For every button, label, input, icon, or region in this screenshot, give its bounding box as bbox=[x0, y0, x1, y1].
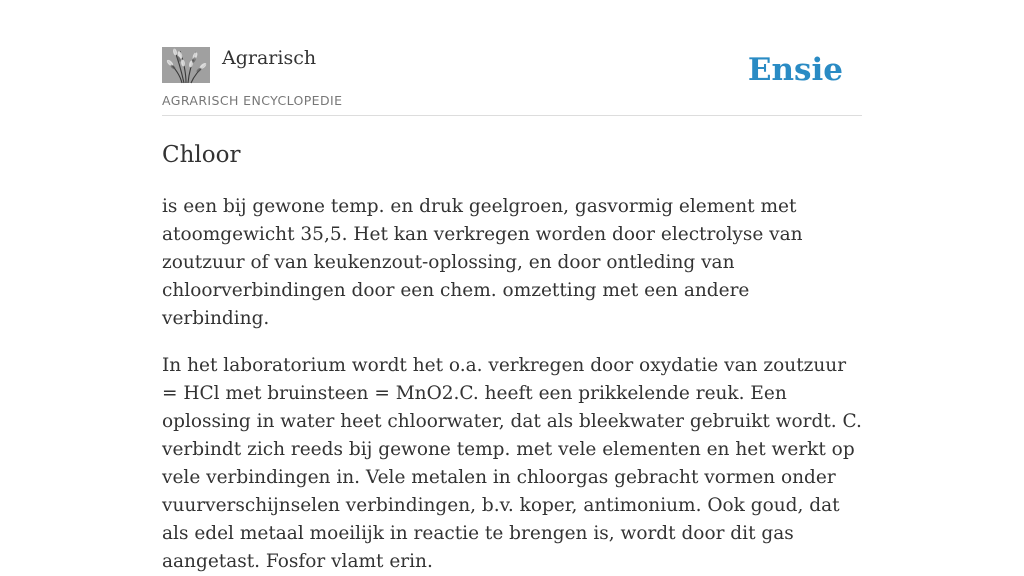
article-paragraph: In het laboratorium wordt het o.a. verkregen door oxydatie van zoutzuur = HCl met bruinsteen = MnO2.C. heeft een prikkelende reuk. Een oplossing in water heet chloorwater, dat als bleekwater gebruikt wordt. C. verbindt zich reeds bij gewone temp. met vele elementen en het werkt op vele verbindingen in. Vele metalen in chloorgas gebracht vormen onder vuurverschijnselen verbindingen, b.v. koper, antimonium. Ook goud, dat als edel metaal moeilijk in reactie te brengen is, wordt door dit gas aangetast. Fosfor vlamt erin. bbox=[162, 355, 862, 572]
article-title: Chloor bbox=[162, 142, 241, 168]
site-name[interactable]: Agrarisch bbox=[222, 47, 317, 69]
site-header bbox=[162, 0, 862, 116]
site-subtitle: AGRARISCH ENCYCLOPEDIE bbox=[162, 93, 343, 108]
page bbox=[162, 0, 862, 572]
brand-logo[interactable]: Ensie bbox=[747, 52, 843, 88]
wheat-icon[interactable] bbox=[162, 47, 210, 83]
article-paragraph: is een bij gewone temp. en druk geelgroen, gasvormig element met atoomgewicht 35,5. Het kan verkregen worden door electrolyse van zoutzuur of van keukenzout-oplossing, en door ontleding van chloorverbindingen door een chem. omzetting met een andere verbinding. bbox=[162, 196, 803, 329]
